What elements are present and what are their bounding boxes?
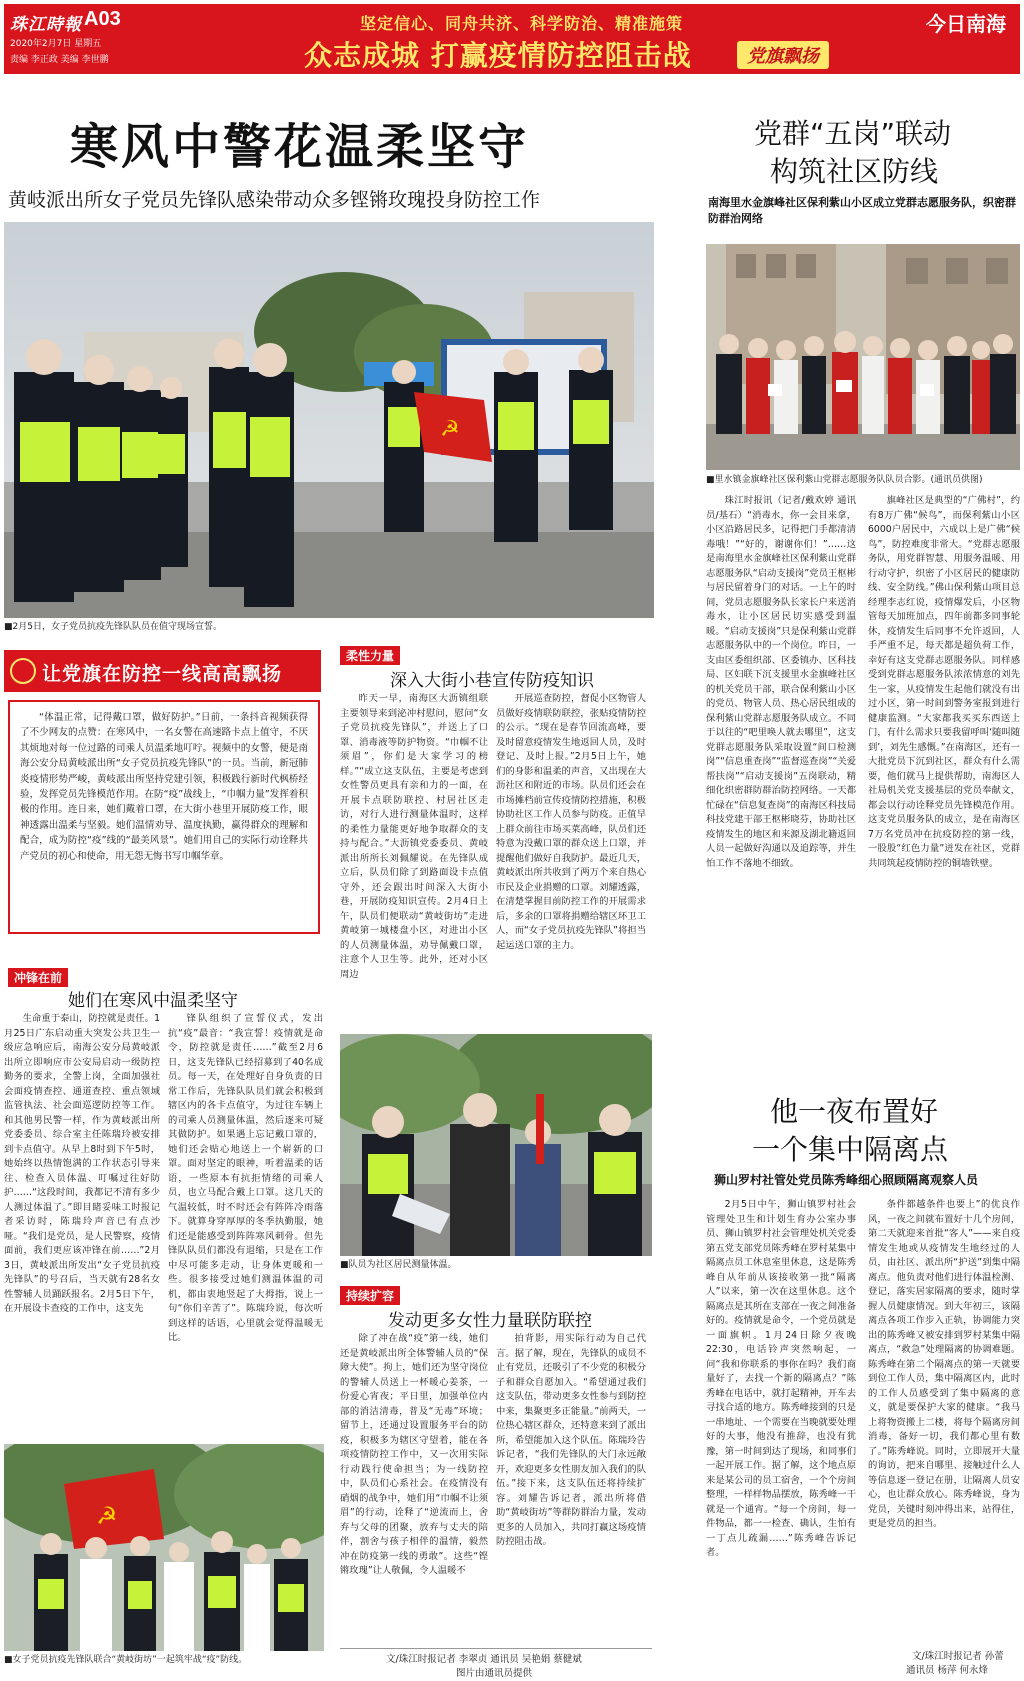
right-top-headline-line2: 构筑社区防线 — [770, 155, 939, 188]
svg-text:☭: ☭ — [440, 417, 460, 442]
photo-volunteer-group — [706, 244, 1020, 470]
right-bottom-body-col1: 2月5日中午，狮山镇罗村社会管理处卫生和计划生育办公室办事员、狮山镇罗村社会管理处机关党委第五党支部党员陈秀峰在罗村某集中隔离点员工休息室里休息，这是陈秀峰自从年前从该接收第一批“隔离人”以来，第一次在这里休息。这个隔离点是其所在支部在一夜之间准备好的。疫情就是命令，一个党员就是一面旗帜。1月24日除夕夜晚22:30，电话铃声突然响起，一问“我和你联系的事你在吗？我们商量好了，去找一个新的隔离点？”陈秀峰在电话中，就打起精神，开车去寻找合适的地方。陈秀峰接到的只是一串地址、一个需要在当晚就要处理好的大事，他没有推辞，也没有犹豫，第一时间到达了现场，和同事们一起开展工作。据了解，这个地点原来是某公司的员工宿舍，一个个房间整理，一样样物品摆放，陈秀峰一干就是一个通宵。“每一个房间，每一件物品，都一一检查、确认，生怕有一丁点儿疏漏……”陈秀峰告诉记者。 — [706, 1199, 856, 1558]
intro-text: “体温正常，记得戴口罩，做好防护。”日前，一条抖音视频获得了不少网友的点赞：在寒风中，一名女警在高速路卡点上值守，不厌其烦地对每一位过路的司乘人员温柔地叮咛。视频中的女警，便是南海公安分局黄岐派出所“女子党员抗疫先锋队”的一员。当前，新冠肺炎疫情形势严峻，黄岐派出所坚持党建引领，积极践行新时代枫桥经验，发挥党员先锋模范作用。在防“疫”战线上，“巾帼力量”发挥着积极的作用。连日来，她们戴着口罩，在大街小巷里开展防疫工作，眼神透露出温柔与坚毅。她们温情劝导、温度执勤，赢得群众的理解和配合，成为防控“疫”线的“最美风景”。她们用自己的实际行动诠释共产党员的初心和使命，用无怨无悔书写巾帼华章。 — [20, 712, 308, 862]
issue-date: 2020年2月7日 星期五 — [10, 39, 102, 49]
middle-body-col2: 开展巡查防控，督促小区物管人员做好疫情联防联控，张贴疫情防控的公示。“现在是春节回流高峰，要及时留意疫情发生地返回人员，及时登记、及时上报。”2月5日上午，她们的身影和温柔的声音，又出现在大沥社区和附近的市场。队员们还会在市场摊档前宣传疫情防控措施，积极协助社区工作人员参与防疫。正值早上群众前往市场买菜高峰，队员们还特意为没戴口罩的群众送上口罩，并提醒他们做好自我防护。最近几天，黄岐派出所共收到了两万个来自热心市民及企业捐赠的口罩。刘耀透露，在清楚掌握目前防控工作的开展需求后，多余的口罩将捐赠给辖区环卫工人，而“女子党员抗疫先锋队”将担当起运送口罩的主力。 — [496, 693, 646, 951]
right-bottom-body-col2: 条件都越条件也要上”的优良作风，一夜之间就布置好十几个房间，第二天就迎来首批“客人”——来自疫情发生地或从疫情发生地经过的人员，由社区、派出所“护送”到集中隔离点。他负责对他们进行体温检测、登记，落实居家隔离的要求，随时掌握人员健康情况。到大年初三，该隔离点各项工作步入正轨，协调能力突出的陈秀峰又被安排到罗村某集中隔离点，“救急”处理隔离的协调难题。陈秀峰在第二个隔离点的第一天就要到位工作人员，集中隔离区内，此时的工作人员感受到了集中隔离的意义，就是要保护大家的健康。“我马上将物资搬上二楼，将每个隔离房间消毒，备好一切，我们都心里有数了。”陈秀峰说。同时，立即展开大量的询访，把来自哪里、接触过什么人等信息逐一登记在册，让隔离人员安心，也让群众放心。陈秀峰说，身为党员，关键时刻冲得出来，站得住，更是党员的担当。 — [868, 1199, 1020, 1529]
editors: 责编 李正政 美编 李世鹏 — [10, 55, 109, 65]
right-top-body-col1: 珠江时报讯（记者/戴欢婷 通讯员/基石）“消毒水，你一会目来拿，小区沿路居民多，记得把门手都清清毒哦！”“好的，谢谢你们！”……这是南海里水金旗峰社区保利紫山党群志愿服务队“启动支援岗”党员王枢彬与居民留着身门的对话。一上午的时间，党员志愿服务队长家长户来送消毒水，让小区居民切实感受到温暖。“启动支援岗”只是保利紫山党群志愿服务队中的一个岗位。昨日，一支由区委组织部、区委镇办、区科技局、区妇联下沉支援里水金旗峰社区的机关党员干部，联合保利紫山小区的党员、物管人员、热心居民组成的保利紫山党群志愿服务队成立。不同于以往的“吧里唤人就去哪里”，这支党群志愿服务队采取设置“间口检测岗”“信息重查岗”“监督巡查岗”“关爱帮扶岗”“启动支援岗”五岗联动，精细化织密群防群治防控网络。一天都忙碌在“信息复查岗”的南海区科技局科技党建干部王枢彬晓芬，协助社区疫情发生的地区和来源及湖北籍返回人员一起做好沟通以及追踪等，并生怕工作不落地不细致。 — [706, 495, 856, 869]
section-tag-expand: 持续扩容 — [340, 1286, 400, 1305]
photo-joint-defense — [4, 1444, 324, 1651]
right-top-headline-line1: 党群“五岗”联动 — [754, 117, 952, 150]
slogan-big: 众志成城 打赢疫情防控阻击战 — [304, 39, 692, 72]
page-number: A03 — [84, 8, 121, 30]
party-banner-text: 让党旗在防控一线高高飘扬 — [42, 663, 283, 685]
middle-body-col4: 拍背影，用实际行动为自己代言。据了解，现在，先锋队的成员不止有党员，还吸引了不少党的积极分子和群众自愿加入。“希望通过我们这支队伍，带动更多女性参与到防控中来，集聚更多正能量。”前两天，一位热心辖区群众，还特意来到了派出所，希望能加入这个队伍。陈瑞玲告诉记者，“我们先锋队的大门永远敞开，欢迎更多女性朋友加入我们的队伍。”接下来，这支队伍还将持续扩容。刘耀告诉记者，派出所将借助“黄岐街坊”等群防群治力量，发动更多的人员加入，共同打赢这场疫情防控阻击战。 — [496, 1333, 646, 1547]
credit-rule — [340, 1648, 652, 1649]
middle-credit-photo: 图片由通讯员提供 — [456, 1668, 533, 1679]
party-emblem-icon — [10, 658, 36, 684]
lead-body-col1: 生命重于泰山，防控就是责任。1月25日广东启动重大突发公共卫生一级应急响应后，南海公安分局黄岐派出所立即响应市公安局启动一级防控勤务的要求，全警上岗，全面加强社会面疫情查控、通道查控、重点领域监管执法、社会面巡逻防控等工作。和其他男民警一样，作为黄岐派出所党委委员、综合室主任陈瑞玲被安排到卡点值守。从早上8时到下午5时，她始终以热情饱满的工作状态引导来往、检查入员体温、叮嘱过往好防护……“这段时间，我都记不清有多少人测过体温了。”即目睹妥味工时报记者采访时，陈瑞玲声音已有点沙哑。“我们是党员，是人民警察，疫情面前，我们更应该冲锋在前……”2月3日，黄岐派出所发出“女子党员抗疫先锋队”的号召后，当天就有28名女性警辅人员踊跃报名。2月5日下午，在开展设卡查疫的工作中，这支先 — [4, 1013, 160, 1314]
lead-subhead: 黄岐派出所女子党员先锋队感染带动众多铿锵玫瑰投身防控工作 — [8, 189, 541, 211]
section-name: 今日南海 — [926, 12, 1006, 36]
middle-body-col1: 昨天一早，南海区大沥镇组联主要领导来到泌冲村慰问，慰问“女子党员抗疫先锋队”，并送上了口罩、消毒液等防护物资。“巾帼不让须眉”，你们是大家学习的榜样。”“成立这支队伍，主要是考虑到女性警员更具有亲和力的一面，在开展卡点联防联控、村居社区走访，对行人进行测量体温时，这样的柔性力量能更好地争取群众的支持与配合。”大沥镇党委委员、黄岐派出所所长刘佩耀说。在先锋队成立后，队员们除了到路面设卡点值守外，还会跟出时间深入大街小巷，开展防疫知识宣传。2月4日上午，队员们便联动“黄岐街坊”走进黄岐第一城楼盘小区，对进出小区的人员测量体温，劝导佩戴口罩，注意个人卫生等。此外，还对小区周边 — [340, 693, 488, 980]
photo-temperature-caption: ■队员为社区居民测量体温。 — [340, 1260, 457, 1270]
photo-joint-defense-caption: ■女子党员抗疫先锋队联合“黄岐街坊”一起筑牢战“疫”防线。 — [4, 1655, 248, 1665]
slogan-small: 坚定信心、同舟共济、科学防治、精准施策 — [360, 14, 684, 33]
right-bottom-headline-line1: 他一夜布置好 — [770, 1095, 939, 1128]
intro-box — [8, 700, 320, 934]
newspaper-logo: 珠江時報 — [10, 15, 82, 35]
section-tag-charge: 冲锋在前 — [8, 968, 68, 987]
section-title-charge: 她们在寒风中温柔坚守 — [68, 991, 238, 1011]
right-bottom-headline-line2: 一个集中隔离点 — [752, 1133, 949, 1166]
lead-headline: 寒风中警花温柔坚守 — [70, 119, 530, 175]
photo-volunteer-caption: ■里水镇金旗峰社区保利紫山党群志愿服务队队员合影。(通讯员供图) — [706, 475, 983, 485]
middle-credit-writer: 文/珠江时报记者 李翠贞 通讯员 吴艳娟 蔡健斌 — [386, 1654, 582, 1665]
section-tag-soft: 柔性力量 — [340, 646, 400, 665]
masthead — [4, 4, 1020, 74]
lead-photo-oath — [4, 222, 654, 618]
lead-body-col2: 锋队组织了宣誓仪式，发出抗“疫”最音：“我宣誓！疫情就是命令，防控就是责任……”截至2月6日，这支先锋队已经招募到了40名成员。每一天，在处理好自身负责的日常工作后，先锋队队员们就会积极到辖区内的各卡点值守，为过往车辆上的司乘人员测量体温，然后逐来可疑其做防护。如果遇上忘记戴口罩的，她们还会贴心地送上一个崭新的口罩。面对坚定的眼神，听着温柔的话语，一些原本有抗拒情绪的司乘人员，也立马配合戴上口罩。这几天的气温较低，时不时还会有阵阵冷雨落下。就算身穿厚厚的冬季执勤服，她们还是能感受到阵阵寒风刺骨。但先锋队队员们都没有退缩，只是在工作中尽可能多走动，让身体更暖和一些。很多接受过她们测温体温的司机，都由衷地竖起了大拇指，说上一句“你们辛苦了”。陈瑞玲说，每次听到这样的话语，心里就会觉得温暖无比。 — [168, 1013, 323, 1343]
right-top-body-col2: 旗峰社区是典型的“广佛村”，约有8万广佛“候鸟”，而保利紫山小区6000户居民中，六成以上是广佛“候鸟”，防控难度非常大。“党群志愿服务队，用党群智慧、用服务温暖、用行动守护，织密了小区居民的健康防线、安全防线。”佛山保利紫山项目总经理李志红说，疫情爆发后，小区物管每天加班加点，四年前都多同事轮休，疫情发生后同事不允许返回，人手严重不足，每天都是超负荷工作，幸好有这支党群志愿服务队。同样感受到党群志愿服务队浓浓情意的刘先生一家，从疫情发生起他们就没有出过小区，第一时间到警务室报到进行健康监测。“大家都我买买东西送上门，有什么需求只要我留呼叫‘随叫随到’，刘先生感慨。”在南海区，还有一大批党员下沉到社区，群众有什么需要，他们就马上提供帮助，南海区人社局机关党支援基层的党员奉献文，都会以行动诠释党员先锋模范作用。这支党员服务队的成立，是在南海区7万名党员冲在抗疫防控的第一线，一股股“红色力量”迸发在社区，党群共同筑起疫情防控的铜墙铁壁。 — [868, 495, 1020, 869]
right-bottom-credit-writer: 文/珠江时报记者 孙蕾 — [912, 1651, 1004, 1662]
party-banner — [4, 650, 321, 692]
section-title-soft: 深入大街小巷宣传防疫知识 — [390, 671, 594, 691]
right-top-subhead: 南海里水金旗峰社区保利紫山小区成立党群志愿服务队，织密群防群治网络 — [708, 196, 1016, 225]
right-bottom-subhead: 狮山罗村社管处党员陈秀峰细心照顾隔离观察人员 — [714, 1173, 979, 1187]
photo-temperature-check — [340, 1034, 652, 1256]
svg-text:☭: ☭ — [96, 1502, 118, 1530]
section-title-expand: 发动更多女性力量联防联控 — [388, 1311, 592, 1331]
middle-body-col3: 除了冲在战“疫”第一线，她们还是黄岐派出所全体警辅人员的“保障大使”。拘上，她们还为坚守岗位的警辅人员送上一杯暖心姜茶，一份爱心宵夜；平日里，加强单位内部的消洁清毒，普及“无毒”环境；留节上，还通过设置服务平台的防疫，积极多为辖区守望着，能在各项疫情防控工作中，又一次用实际行动践行使命担当；为一线防控中，队员们心系社会。在疫情没有硝烟的战争中，她们用“巾帼不让须眉”的行动，诠释了“逆流而上，舍弃与父母的团聚，放弃与丈夫的陪伴，割舍与孩子相伴的温情，毅然冲在防疫第一线的勇敢”。这些“铿锵玫瑰”让人敬佩，令人温暖不 — [340, 1333, 488, 1576]
right-bottom-credit-contrib: 通讯员 杨萍 何永烽 — [906, 1665, 989, 1676]
section-badge: 党旗飘扬 — [737, 41, 829, 69]
lead-photo-caption: ■2月5日，女子党员抗疫先锋队队员在值守现场宣誓。 — [4, 622, 222, 632]
